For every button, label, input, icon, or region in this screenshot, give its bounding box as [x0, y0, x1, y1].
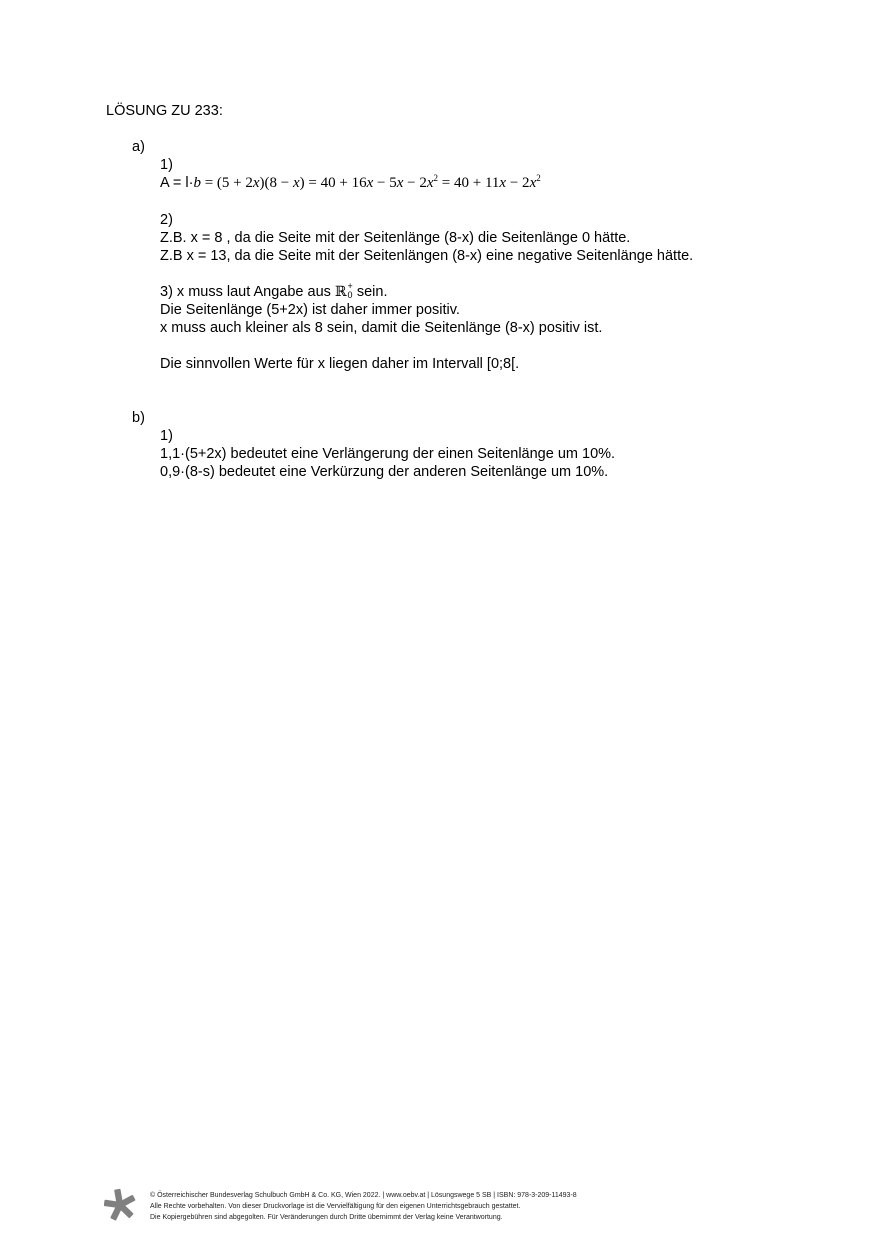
a3-line-1: 3) x muss laut Angabe aus ℝ + 0 sein. — [160, 281, 388, 301]
a2-number: 2) — [160, 212, 173, 228]
a3-line-3: x muss auch kleiner als 8 sein, damit die Seitenlänge (8-x) positiv ist. — [160, 320, 603, 336]
a1-formula-math: $b = (5 + 2x)(8 - x) = 40 + 16x - 5x - 2x^2 = 40 + 11x - 2x^2$ — [193, 173, 541, 191]
a1-formula-prefix: A = l· — [160, 175, 194, 191]
footer-line-1: © Österreichischer Bundesverlag Schulbuch GmbH & Co. KG, Wien 2022. | www.oebv.at | Lösungswege 5 SB | ISBN: 978-3-209-11493-8 — [150, 1192, 577, 1199]
copyright-footer — [150, 1190, 577, 1223]
a3-line-2: Die Seitenlänge (5+2x) ist daher immer positiv. — [160, 302, 460, 318]
b1-line-1: 1,1·(5+2x) bedeutet eine Verlängerung der einen Seitenlänge um 10%. — [160, 446, 616, 462]
a-conclusion: Die sinnvollen Werte für x liegen daher im Intervall [0;8[. — [160, 356, 520, 372]
a2-line-1: Z.B. x = 8 , da die Seite mit der Seitenlänge (8-x) die Seitenlänge 0 hätte. — [160, 230, 631, 246]
b1-number: 1) — [160, 428, 173, 444]
real-numbers-scripts: + 0 — [347, 281, 353, 301]
a1-number: 1) — [160, 157, 173, 173]
a2-line-2: Z.B x = 13, da die Seite mit der Seitenlängen (8-x) eine negative Seitenlänge hätte. — [160, 248, 694, 264]
part-b-label: b) — [132, 410, 145, 426]
page-title: LÖSUNG ZU 233: — [106, 103, 223, 119]
b1-line-2: 0,9·(8-s) bedeutet eine Verkürzung der anderen Seitenlänge um 10%. — [160, 464, 609, 480]
real-numbers-symbol: ℝ — [334, 284, 347, 300]
footer-line-2: Alle Rechte vorbehalten. Von dieser Druckvorlage ist die Vervielfältigung für den eigenen Unterrichtsgebrauch gestattet. — [150, 1203, 521, 1210]
a1-area-formula — [160, 174, 541, 192]
part-a-label: a) — [132, 139, 145, 155]
oebv-asterisk-logo-icon — [104, 1188, 136, 1222]
footer-line-3: Die Kopiergebühren sind abgegolten. Für Veränderungen durch Dritte übernimmt der Verlag keine Verantwortung. — [150, 1214, 503, 1221]
